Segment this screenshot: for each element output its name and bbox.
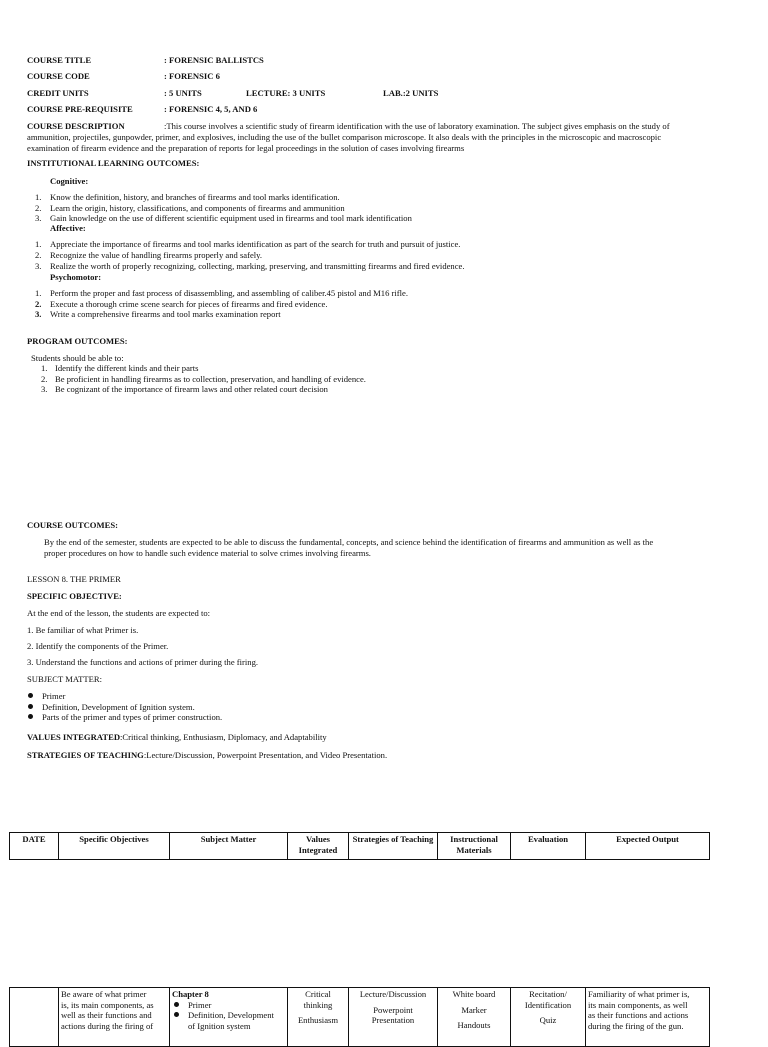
bullet-icon <box>174 1012 179 1017</box>
column-header: Subject Matter <box>170 833 288 860</box>
course-code-value: : FORENSIC 6 <box>164 71 220 81</box>
specific-objective-heading: SPECIFIC OBJECTIVE: <box>27 591 122 601</box>
column-header: DATE <box>10 833 59 860</box>
column-header: Expected Output <box>586 833 710 860</box>
bullet-icon <box>174 1002 179 1007</box>
strategies-cell: Lecture/Discussion Powerpoint Presentation <box>349 988 438 1047</box>
strategies-label: STRATEGIES OF TEACHING <box>27 750 144 760</box>
ilo-heading: INSTITUTIONAL LEARNING OUTCOMES: <box>27 158 200 168</box>
lesson-plan-body-table <box>9 987 710 1047</box>
course-description <box>27 121 727 153</box>
objective-intro: At the end of the lesson, the students are expected to: <box>27 608 211 618</box>
cognitive-heading: Cognitive: <box>50 176 89 186</box>
lesson-plan-header-table <box>9 832 710 860</box>
date-cell <box>10 988 59 1047</box>
list-item: Definition, Development of Ignition system. <box>28 702 222 713</box>
subject-matter-heading: SUBJECT MATTER: <box>27 674 103 684</box>
course-description-line3: examination of firearm evidence and the preparation of reports for legal proceedings in the solution of cases involving firearms <box>27 142 465 153</box>
list-item: Primer <box>28 691 222 702</box>
column-header: Evaluation <box>511 833 586 860</box>
psychomotor-heading: Psychomotor: <box>50 272 102 282</box>
prerequisite-label: COURSE PRE-REQUISITE <box>27 104 133 114</box>
credit-units-label: CREDIT UNITS <box>27 88 89 98</box>
affective-heading: Affective: <box>50 223 86 233</box>
objective-item: 2. Identify the components of the Primer. <box>27 641 169 651</box>
program-outcomes-heading: PROGRAM OUTCOMES: <box>27 336 128 346</box>
course-title-value: : FORENSIC BALLISTCS <box>164 55 264 65</box>
course-description-label: COURSE DESCRIPTION <box>27 121 125 131</box>
course-title-label: COURSE TITLE <box>27 55 92 65</box>
column-header: Strategies of Teaching <box>349 833 438 860</box>
course-code-label: COURSE CODE <box>27 71 90 81</box>
subject-matter-cell: Chapter 8 Primer Definition, Development of Ignition system <box>170 988 288 1047</box>
lecture-units: LECTURE: 3 UNITS <box>246 88 326 98</box>
bullet-icon <box>28 714 33 719</box>
program-outcomes-intro: Students should be able to: <box>31 353 124 363</box>
list-item: Parts of the primer and types of primer construction. <box>28 712 222 723</box>
course-description-line1: :This course involves a scientific study of firearm identification with the use of laboratory examination. The subject gives emphasis on the study of <box>164 121 670 131</box>
course-outcomes-line1: By the end of the semester, students are expected to be able to discuss the fundamental, concepts, and science behind the identification of firearms and ammunition as well as the <box>44 537 654 547</box>
bullet-icon <box>28 704 33 709</box>
column-header: Instructional Materials <box>438 833 511 860</box>
column-header: Specific Objectives <box>59 833 170 860</box>
strategies-of-teaching <box>27 750 387 761</box>
table-header-row <box>10 833 710 860</box>
lesson-title: LESSON 8. THE PRIMER <box>27 574 121 584</box>
values-integrated <box>27 732 327 743</box>
expected-output-cell: Familiarity of what primer is, its main components, as well as their functions and actions during the firing of the gun. <box>586 988 710 1047</box>
subject-matter-list <box>28 691 222 723</box>
objective-item: 3. Understand the functions and actions of primer during the firing. <box>27 657 259 667</box>
values-cell: Critical thinking Enthusiasm <box>288 988 349 1047</box>
objective-cell: Be aware of what primer is, its main components, as well as their functions and actions during the firing of <box>59 988 170 1047</box>
course-outcomes-line2: proper procedures on how to handle such evidence material to solve crimes involving firearms. <box>44 548 371 558</box>
strategies-text: :Lecture/Discussion, Powerpoint Presentation, and Video Presentation. <box>143 750 388 760</box>
lab-units: LAB.:2 UNITS <box>383 88 439 98</box>
course-description-line2: ammunition, projectiles, gunpowder, primer, and explosives, including the use of the bullet comparison microscope. It also deals with the principles in the microscopic and macroscopic <box>27 132 662 142</box>
evaluation-cell: Recitation/ Identification Quiz <box>511 988 586 1047</box>
bullet-icon <box>28 693 33 698</box>
values-integrated-text: :Critical thinking, Enthusiasm, Diplomacy, and Adaptability <box>120 732 327 742</box>
materials-cell: White board Marker Handouts <box>438 988 511 1047</box>
objective-item: 1. Be familiar of what Primer is. <box>27 625 139 635</box>
table-row <box>10 988 710 1047</box>
credit-units-value: : 5 UNITS <box>164 88 202 98</box>
course-outcomes-heading: COURSE OUTCOMES: <box>27 520 118 530</box>
column-header: Values Integrated <box>288 833 349 860</box>
prerequisite-value: : FORENSIC 4, 5, AND 6 <box>164 104 258 114</box>
values-integrated-label: VALUES INTEGRATED <box>27 732 121 742</box>
